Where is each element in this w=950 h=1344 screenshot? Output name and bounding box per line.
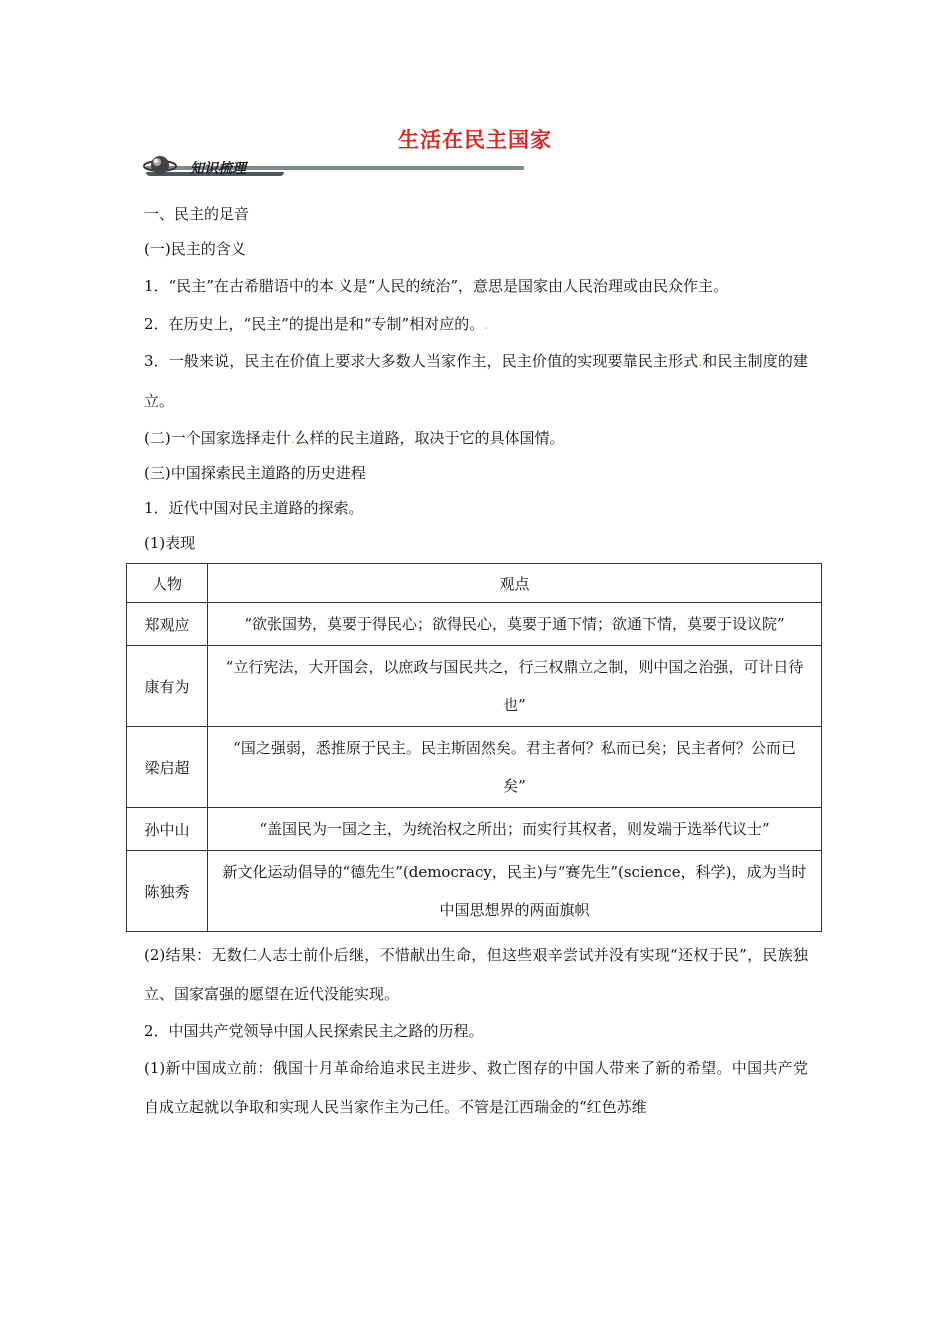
heading-1: 一、民主的足音 [144, 205, 250, 223]
table-cell-person: 孙中山 [127, 808, 208, 851]
heading-1-2 [144, 421, 808, 456]
table-cell-person: 康有为 [127, 646, 208, 727]
table-header-view: 观点 [208, 564, 822, 603]
table-cell-view: “立行宪法，大开国会，以庶政与国民共之，行三权鼎立之制，则中国之治强，可计日待也” [208, 646, 822, 727]
heading-1-2-b: 么样的民主道路，取决于它的具体国情。 [294, 429, 565, 447]
paragraph-1-a: 1．“民主”在古希腊语中的本 [144, 277, 334, 295]
paragraph-6: 2．中国共产党领导中国人民探索民主之路的历程。 [144, 1022, 484, 1040]
globe-icon [142, 152, 178, 180]
mark-dot: . [333, 280, 338, 294]
paragraph-3-a: 3．一般来说，民主在价值上要求大多数人当家作主，民主价值的实现要靠民主形式 [144, 352, 699, 370]
paragraph-4-sub: (1)表现 [144, 534, 196, 552]
paragraph-5: (2)结果：无数仁人志士前仆后继，不惜献出生命，但这些艰辛尝试并没有实现“还权于民”，民族独立、国家富强的愿望在近代没能实现。 [144, 946, 808, 1003]
paragraph-1 [144, 267, 808, 307]
heading-1-3: (三)中国探索民主道路的历史进程 [144, 464, 366, 482]
table-row [127, 808, 822, 851]
paragraph-7: (1)新中国成立前：俄国十月革命给追求民主进步、救亡图存的中国人带来了新的希望。中国共产党自成立起就以争取和实现人民当家作主为己任。不管是江西瑞金的“红色苏维 [144, 1059, 808, 1116]
paragraph-1-b: 义是“人民的统治”，意思是国家由人民治理或由民众作主。 [337, 277, 729, 295]
paragraph-3-b: 和民主制度的建立。 [144, 352, 808, 410]
table-header-person: 人物 [127, 564, 208, 603]
heading-1-1: (一)民主的含义 [144, 240, 246, 258]
paragraph-3 [144, 342, 808, 421]
figures-table [126, 563, 822, 932]
paragraph-4: 1．近代中国对民主道路的探索。 [144, 499, 364, 517]
table-cell-view: “盖国民为一国之主，为统治权之所出；而实行其权者，则发端于选举代议士” [208, 808, 822, 851]
table-cell-view: “国之强弱，悉推原于民主。民主斯固然矣。君主者何？私而已矣；民主者何？公而已矣” [208, 727, 822, 808]
paragraph-2 [144, 307, 808, 342]
table-row [127, 727, 822, 808]
table-cell-person: 郑观应 [127, 603, 208, 646]
table-row [127, 603, 822, 646]
table-cell-view: 新文化运动倡导的“德先生”(democracy，民主)与“赛先生”(science，科学)，成为当时中国思想界的两面旗帜 [208, 851, 822, 932]
mark-dot: . [290, 432, 295, 446]
section-banner [142, 150, 526, 184]
page-title: 生活在民主国家 [398, 128, 552, 152]
mark-dot: . [698, 355, 703, 369]
table-header-row [127, 564, 822, 603]
document-body [144, 197, 808, 1127]
table-cell-person: 陈独秀 [127, 851, 208, 932]
table-row [127, 646, 822, 727]
paragraph-2-text: 2．在历史上，“民主”的提出是和“专制”相对应的。 [144, 315, 485, 333]
table-cell-person: 梁启超 [127, 727, 208, 808]
banner-label: 知识梳理 [190, 161, 246, 177]
table-row [127, 851, 822, 932]
table-cell-view: “欲张国势，莫要于得民心；欲得民心，莫要于通下情；欲通下情，莫要于设议院” [208, 603, 822, 646]
heading-1-2-a: (二)一个国家选择走什 [144, 429, 291, 447]
mark-dot: . [484, 318, 489, 332]
